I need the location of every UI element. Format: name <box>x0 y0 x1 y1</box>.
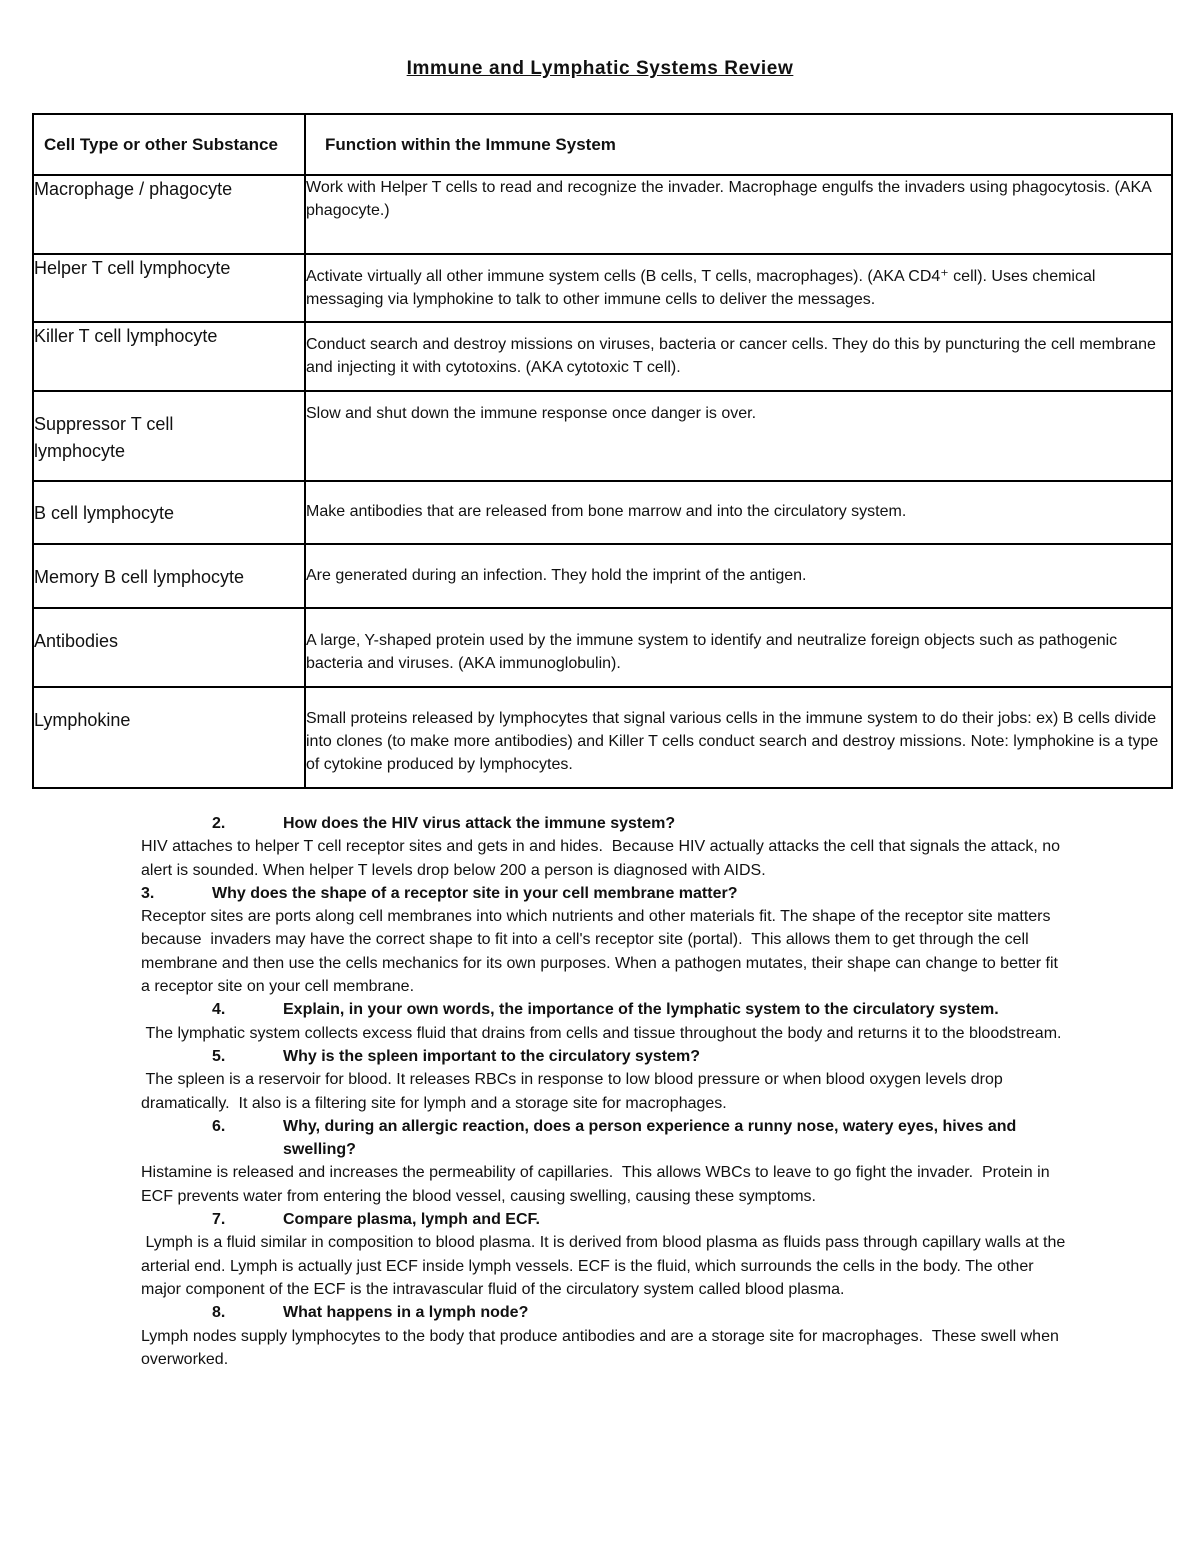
question-number: 5. <box>212 1047 226 1065</box>
question-number: 7. <box>212 1211 226 1229</box>
questions-section <box>141 812 1071 1371</box>
cell-type: Helper T cell lymphocyte <box>33 254 305 322</box>
table-row <box>33 322 1172 391</box>
question-text: Why does the shape of a receptor site in your cell membrane matter? <box>212 884 738 902</box>
review-table <box>32 113 1173 789</box>
question-heading <box>212 1208 1071 1231</box>
cell-type: Antibodies <box>33 608 305 687</box>
question-text: What happens in a lymph node? <box>283 1304 529 1322</box>
cell-function: Conduct search and destroy missions on viruses, bacteria or cancer cells. They do this by puncturing the cell membrane and injecting it with cytotoxins. (AKA cytotoxic T cell). <box>305 322 1172 391</box>
question-heading <box>212 1045 1071 1068</box>
question-number: 3. <box>141 884 155 902</box>
table-row <box>33 687 1172 788</box>
cell-type: Killer T cell lymphocyte <box>33 322 305 391</box>
cell-function: Make antibodies that are released from bone marrow and into the circulatory system. <box>305 481 1172 544</box>
table-row <box>33 481 1172 544</box>
cell-function: Slow and shut down the immune response once danger is over. <box>305 391 1172 481</box>
cell-type: Lymphokine <box>33 687 305 788</box>
cell-type: B cell lymphocyte <box>33 481 305 544</box>
question-text: Compare plasma, lymph and ECF. <box>283 1211 540 1229</box>
table-row <box>33 544 1172 608</box>
cell-function: Small proteins released by lymphocytes that signal various cells in the immune system to do their jobs: ex) B cells divide into clones (to make more antibodies) and Killer T cells conduct search and destroy missions. Note: lymphokine is a type of cytokine produced by lymphocytes. <box>305 687 1172 788</box>
cell-type: Memory B cell lymphocyte <box>33 544 305 608</box>
answer-text: The lymphatic system collects excess fluid that drains from cells and tissue throughout the body and returns it to the bloodstream. <box>141 1024 1062 1042</box>
question-text: How does the HIV virus attack the immune system? <box>283 815 676 832</box>
question-number: 6. <box>212 1117 226 1135</box>
cell-type: Macrophage / phagocyte <box>33 175 305 254</box>
answer-text: Lymph is a fluid similar in composition to blood plasma. It is derived from blood plasma as fluids pass through capillary walls at the arterial end. Lymph is actually just ECF inside lymph vessels. ECF is the fluid, which surrounds the cells in the body. The other major component of the ECF is the intravascular fluid of the circulatory system called blood plasma. <box>141 1234 1070 1298</box>
question-text: Explain, in your own words, the importance of the lymphatic system to the circulatory system. <box>283 1001 999 1019</box>
question-heading <box>212 1115 1071 1162</box>
question-text: Why, during an allergic reaction, does a person experience a runny nose, watery eyes, hives and swelling? <box>283 1117 1017 1159</box>
question-number: 2. <box>212 815 226 832</box>
cell-function: A large, Y-shaped protein used by the immune system to identify and neutralize foreign objects such as pathogenic bacteria and viruses. (AKA immunoglobulin). <box>305 608 1172 687</box>
cell-function: Work with Helper T cells to read and recognize the invader. Macrophage engulfs the invaders using phagocytosis. (AKA phagocyte.) <box>305 175 1172 254</box>
page-title: Immune and Lymphatic Systems Review <box>406 58 794 79</box>
answer-text: Histamine is released and increases the permeability of capillaries. This allows WBCs to leave to go fight the invader. Protein in ECF prevents water from entering the blood vessel, causing swelling, causing these symptoms. <box>141 1164 1055 1205</box>
question-heading <box>212 1301 1071 1324</box>
question-text: Why is the spleen important to the circulatory system? <box>283 1047 700 1065</box>
answer-text: HIV attaches to helper T cell receptor sites and gets in and hides. Because HIV actually attacks the cell that signals the attack, no alert is sounded. When helper T levels drop below 200 a person is diagnosed with AIDS. <box>141 838 1065 879</box>
table-row <box>33 608 1172 687</box>
table-row <box>33 254 1172 322</box>
cell-function: Activate virtually all other immune system cells (B cells, T cells, macrophages). (AKA CD4⁺ cell). Uses chemical messaging via lymphokine to talk to other immune cells to deliver the messages. <box>305 254 1172 322</box>
table-row <box>33 175 1172 254</box>
answer-text: The spleen is a reservoir for blood. It releases RBCs in response to low blood pressure or when blood oxygen levels drop dramatically. It also is a filtering site for lymph and a storage site for macrophages. <box>141 1071 1008 1112</box>
header-function: Function within the Immune System <box>305 114 1172 175</box>
table-row <box>33 391 1172 481</box>
question-number: 4. <box>212 1001 226 1019</box>
cell-function: Are generated during an infection. They hold the imprint of the antigen. <box>305 544 1172 608</box>
answer-text: Lymph nodes supply lymphocytes to the body that produce antibodies and are a storage site for macrophages. These swell when overworked. <box>141 1327 1064 1368</box>
answer-text: Receptor sites are ports along cell membranes into which nutrients and other materials fit. The shape of the receptor site matters because invaders may have the correct shape to fit into a cell's receptor site (portal). This allows them to get through the cell membrane and then use the cells mechanics for its own purposes. When a pathogen mutates, their shape can change to better fit a receptor site on your cell membrane. <box>141 908 1063 996</box>
question-number: 8. <box>212 1304 226 1322</box>
question-heading <box>212 812 1071 835</box>
question-heading <box>212 998 1071 1021</box>
question-heading <box>141 882 1071 905</box>
header-cell-type: Cell Type or other Substance <box>33 114 305 175</box>
cell-type: Suppressor T cell lymphocyte <box>33 391 305 481</box>
table-header-row <box>33 114 1172 175</box>
